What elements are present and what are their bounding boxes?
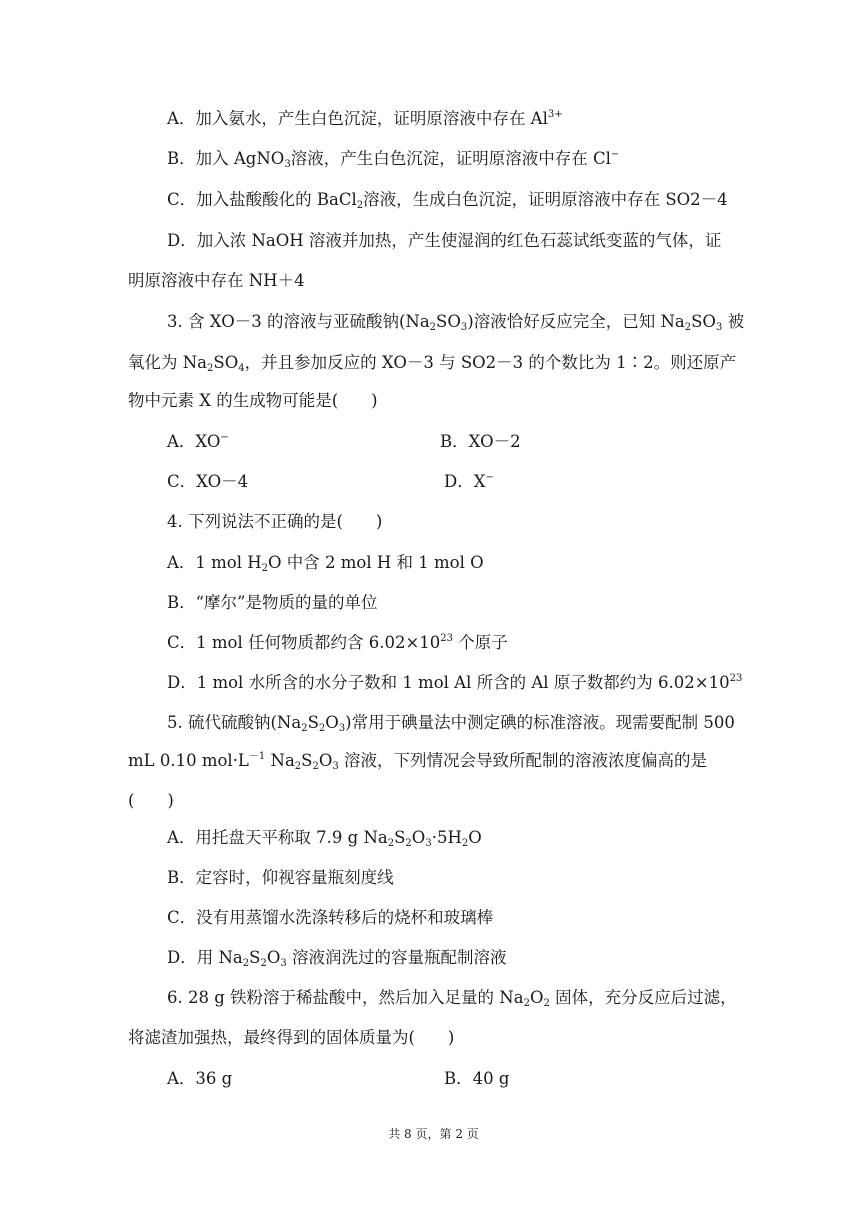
text-run: S — [301, 751, 313, 770]
q3-stem — [167, 311, 744, 333]
text-run: B．XO－2 — [440, 432, 521, 451]
subscript: 2 — [405, 838, 412, 849]
subscript: 2 — [387, 838, 395, 849]
text-run: S — [249, 948, 261, 967]
text-run: O — [468, 828, 482, 847]
subscript: 2 — [207, 363, 214, 374]
text-run: 将滤渣加强热，最终得到的固体质量为( ) — [128, 1028, 455, 1047]
superscript: 3+ — [547, 109, 563, 120]
text-run: D．加入浓 NaOH 溶液并加热，产生使湿润的红色石蕊试纸变蓝的气体，证 — [167, 231, 722, 250]
q5-option-a — [167, 827, 482, 849]
text-run: 6. 28 g 铁粉溶于稀盐酸中，然后加入足量的 Na — [167, 988, 524, 1007]
q2-option-b — [167, 148, 619, 170]
superscript: − — [610, 149, 620, 160]
subscript: 2 — [461, 838, 469, 849]
q3-option-a — [167, 431, 229, 453]
q3-stem-line2 — [128, 352, 736, 374]
text-run: A．用托盘天平称取 7.9 g Na — [167, 828, 388, 847]
text-run: O — [325, 713, 339, 732]
q6-option-a — [167, 1068, 232, 1090]
superscript: －1 — [248, 751, 266, 762]
superscript: 23 — [440, 633, 454, 644]
q3-stem-line3 — [128, 390, 378, 412]
text-run: ·5H — [431, 828, 462, 847]
text-run: O 中含 2 mol H 和 1 mol O — [268, 553, 484, 572]
text-run: O — [318, 751, 333, 770]
page-number: 共 8 页，第 2 页 — [388, 1127, 479, 1141]
text-run: 溶液，生成白色沉淀，证明原溶液中存在 SO2－4 — [363, 190, 728, 209]
text-run: D．X — [444, 472, 486, 491]
text-run: Na — [265, 751, 295, 770]
text-run: SO — [691, 312, 716, 331]
text-run: C．没有用蒸馏水洗涤转移后的烧杯和玻璃棒 — [167, 908, 494, 927]
q5-option-c — [167, 907, 493, 929]
text-run: D．用 Na — [167, 948, 243, 967]
text-run: O — [529, 988, 544, 1007]
text-run: )常用于碘量法中测定碘的标准溶液。现需要配制 500 — [345, 713, 735, 732]
text-run: B．定容时，仰视容量瓶刻度线 — [167, 868, 394, 887]
text-run: 溶液，下列情况会导致所配制的溶液浓度偏高的是 — [338, 751, 708, 770]
text-run: ( ) — [128, 791, 174, 810]
subscript: 3 — [332, 761, 339, 772]
q4-option-a — [167, 552, 484, 574]
text-run: 溶液，产生白色沉淀，证明原溶液中存在 Cl — [290, 149, 611, 168]
q5-stem-line3 — [128, 790, 174, 812]
subscript: 2 — [301, 723, 308, 734]
q3-option-b — [440, 431, 521, 453]
q5-stem — [167, 712, 735, 734]
subscript: 2 — [242, 958, 250, 969]
text-run: B．加入 AgNO — [167, 149, 285, 168]
text-run: A．XO — [167, 432, 221, 451]
q4-stem — [167, 511, 382, 533]
text-run: ，并且参加反应的 XO－3 与 SO2－3 的个数比为 1∶2。则还原产 — [244, 353, 737, 372]
subscript: 3 — [284, 159, 291, 170]
subscript: 2 — [523, 998, 530, 1009]
text-run: 5. 硫代硫酸钠(Na — [167, 713, 302, 732]
text-run: C．1 mol 任何物质都约含 6.02×10 — [167, 633, 441, 652]
q2-option-c — [167, 189, 728, 211]
subscript: 2 — [318, 723, 326, 734]
subscript: 2 — [261, 563, 269, 574]
q4-option-b — [167, 592, 378, 614]
text-run: D．1 mol 水所含的水分子数和 1 mol Al 所含的 Al 原子数都约为 6.02×10 — [167, 673, 730, 692]
text-run: 个原子 — [453, 633, 508, 652]
subscript: 2 — [429, 322, 437, 333]
text-run: 氧化为 Na — [128, 353, 208, 372]
text-run: mL 0.10 mol·L — [128, 751, 249, 770]
text-run: 固体，充分反应后过滤， — [549, 988, 737, 1007]
q6-stem — [167, 987, 737, 1009]
subscript: 3 — [715, 322, 723, 333]
subscript: 2 — [356, 200, 364, 211]
q4-option-c — [167, 632, 508, 654]
text-run: SO — [213, 353, 239, 372]
subscript: 3 — [425, 838, 432, 849]
text-run: C．加入盐酸酸化的 BaCl — [167, 190, 357, 209]
text-run: A．36 g — [167, 1069, 233, 1088]
text-run: 被 — [722, 312, 745, 331]
superscript: − — [220, 432, 229, 443]
text-run: S — [394, 828, 406, 847]
page-footer — [0, 1126, 867, 1142]
text-run: B．“摩尔”是物质的量的单位 — [167, 593, 378, 612]
text-run: B．40 g — [444, 1069, 510, 1088]
subscript: 2 — [543, 998, 550, 1009]
subscript: 3 — [280, 958, 287, 969]
text-run: 物中元素 X 的生成物可能是( ) — [128, 391, 378, 410]
q3-option-d — [444, 471, 494, 493]
text-run: O — [411, 828, 426, 847]
text-run: O — [266, 948, 281, 967]
superscript: 23 — [729, 673, 743, 684]
text-run: SO — [436, 312, 461, 331]
text-run: 4. 下列说法不正确的是( ) — [167, 512, 383, 531]
q5-option-d — [167, 947, 506, 969]
q2-option-d — [167, 230, 721, 252]
q3-option-c — [167, 471, 248, 493]
subscript: 3 — [460, 322, 468, 333]
text-run: 明原溶液中存在 NH＋4 — [128, 271, 305, 290]
subscript: 2 — [294, 761, 302, 772]
subscript: 2 — [260, 958, 267, 969]
q5-option-b — [167, 867, 394, 889]
subscript: 3 — [338, 723, 346, 734]
subscript: 4 — [238, 363, 245, 374]
q2-option-a — [167, 108, 563, 130]
subscript: 2 — [312, 761, 319, 772]
text-run: A．加入氨水，产生白色沉淀，证明原溶液中存在 Al — [167, 109, 548, 128]
q6-stem-line2 — [128, 1027, 454, 1049]
text-run: 3. 含 XO－3 的溶液与亚硫酸钠(Na — [167, 312, 430, 331]
text-run: C．XO－4 — [167, 472, 249, 491]
text-run: )溶液恰好反应完全，已知 Na — [467, 312, 685, 331]
q6-option-b — [444, 1068, 509, 1090]
text-run: 溶液润洗过的容量瓶配制溶液 — [286, 948, 507, 967]
q5-stem-line2 — [128, 750, 707, 772]
subscript: 2 — [684, 322, 692, 333]
text-run: S — [307, 713, 319, 732]
q4-option-d — [167, 672, 742, 694]
text-run: A．1 mol H — [167, 553, 262, 572]
superscript: − — [485, 472, 494, 483]
q2-option-d-continued — [128, 270, 305, 292]
